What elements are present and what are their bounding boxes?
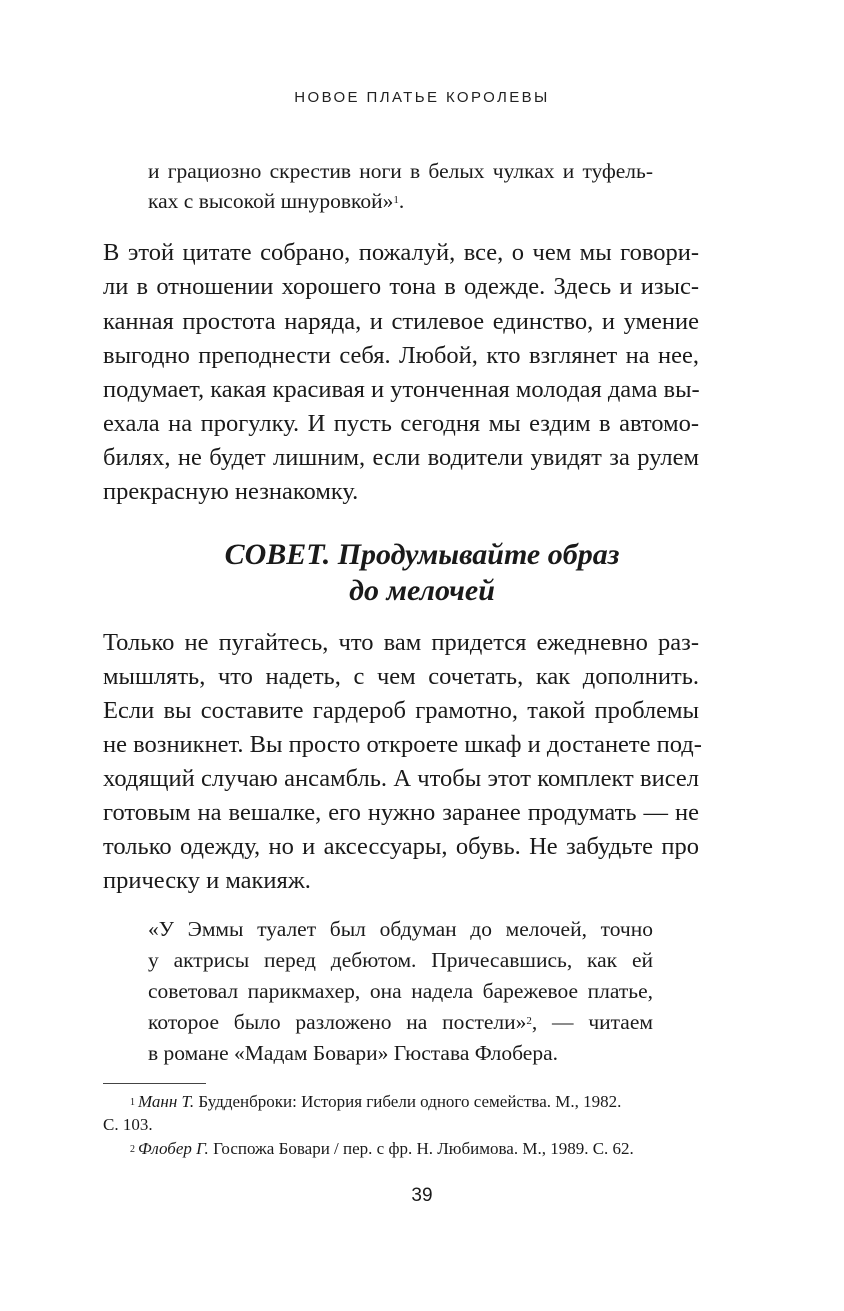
- paragraph2-line: не возникнет. Вы просто откроете шкаф и достанете под-: [103, 731, 702, 758]
- quote-bottom-line-1: «У Эммы туалет был обдуман до мелочей, точно: [148, 917, 653, 941]
- footnote-1-number: 1: [130, 1097, 135, 1108]
- paragraph1-line: ли в отношении хорошего тона в одежде. Здесь и изыс-: [103, 273, 699, 300]
- quote-bottom-line-3: советовал парикмахер, она надела барежевое платье,: [148, 979, 653, 1003]
- quote-bottom-line-4-end: , — читаем: [531, 1010, 653, 1034]
- section-heading-line-1: СОВЕТ. Продумывайте образ: [224, 538, 620, 571]
- section-heading-line-2: до мелочей: [349, 574, 495, 607]
- running-head: НОВОЕ ПЛАТЬЕ КОРОЛЕВЫ: [294, 89, 550, 106]
- page-number: 39: [411, 1185, 433, 1206]
- paragraph2-line: только одежду, но и аксессуары, обувь. Не забудьте про: [103, 833, 699, 860]
- paragraph2-line: Если вы составите гардероб грамотно, такой проблемы: [103, 697, 699, 724]
- quote-top-line-2: [148, 186, 653, 216]
- footnote-ref-2: 2: [526, 1015, 532, 1027]
- quote-top-line-1: и грациозно скрестив ноги в белых чулках и туфель-: [148, 159, 653, 183]
- quote-top-line-2-text: ках с высокой шнуровкой»: [148, 189, 394, 213]
- paragraph2-line: прическу и макияж.: [103, 867, 311, 894]
- quote-bottom-line-4: [148, 1007, 653, 1037]
- paragraph1-line: канная простота наряда, и стилевое единство, и умение: [103, 308, 699, 335]
- quote-bottom-line-2: у актрисы перед дебютом. Причесавшись, как ей: [148, 948, 653, 972]
- quote-top-line-2-end: .: [398, 189, 405, 213]
- footnote-2-text: Госпожа Бовари / пер. с фр. Н. Любимова. М., 1989. С. 62.: [213, 1139, 634, 1158]
- paragraph2-line: мышлять, что надеть, с чем сочетать, как дополнить.: [103, 663, 699, 690]
- paragraph1-line: выгодно преподнести себя. Любой, кто взглянет на нее,: [103, 342, 699, 369]
- paragraph1-line: ехала на прогулку. И пусть сегодня мы ездим в автомо-: [103, 410, 699, 437]
- footnote-1: [130, 1090, 726, 1114]
- footnote-2: [130, 1137, 726, 1161]
- paragraph1-line: подумает, какая красивая и утонченная молодая дама вы-: [103, 376, 700, 403]
- quote-bottom-line-5: в романе «Мадам Бовари» Гюстава Флобера.: [148, 1041, 559, 1065]
- paragraph2-line: готовым на вешалке, его нужно заранее продумать — не: [103, 799, 699, 826]
- quote-bottom-line-4-text: которое было разложено на постели»: [148, 1010, 527, 1034]
- footnote-ref-1: 1: [393, 194, 399, 206]
- paragraph2-line: Только не пугайтесь, что вам придется ежедневно раз-: [103, 629, 699, 656]
- footnote-1-continuation: С. 103.: [103, 1115, 153, 1134]
- footnote-separator: [103, 1083, 206, 1084]
- paragraph1-line: прекрасную незнакомку.: [103, 478, 359, 505]
- paragraph1-line: В этой цитате собрано, пожалуй, все, о чем мы говори-: [103, 239, 699, 266]
- footnote-1-author: Манн Т.: [138, 1092, 195, 1111]
- footnote-2-number: 2: [130, 1144, 135, 1155]
- footnote-2-author: Флобер Г.: [138, 1139, 209, 1158]
- paragraph1-line: билях, не будет лишним, если водители увидят за рулем: [103, 444, 699, 471]
- footnote-1-text: Будденброки: История гибели одного семейства. М., 1982.: [198, 1092, 622, 1111]
- paragraph2-line: ходящий случаю ансамбль. А чтобы этот комплект висел: [103, 765, 699, 792]
